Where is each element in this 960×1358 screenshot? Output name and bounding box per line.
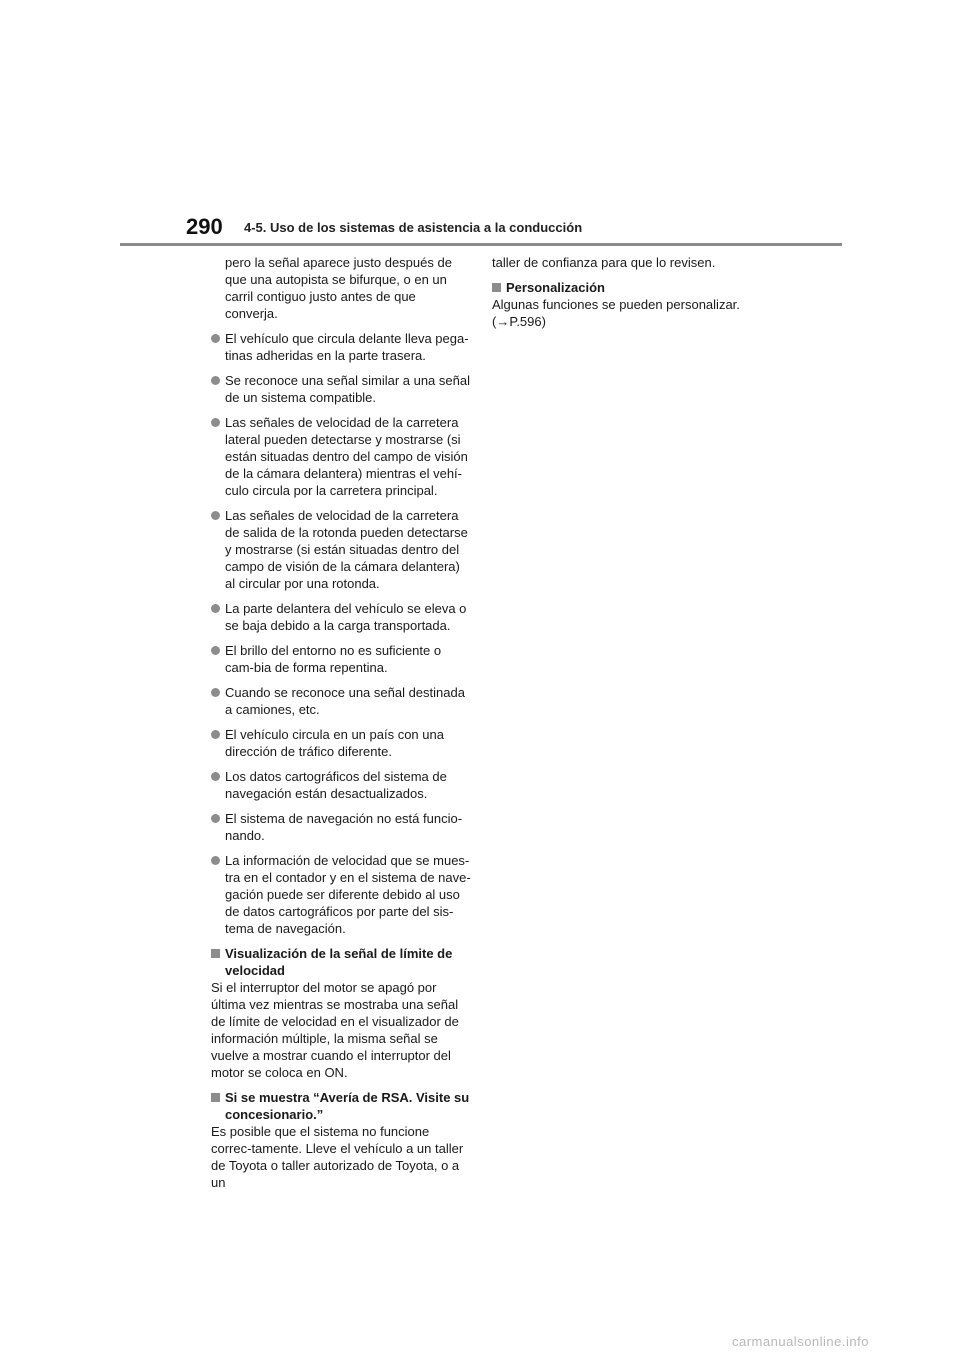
page-reference-link[interactable]: (→P.596) (492, 314, 546, 329)
bullet-text: El vehículo circula en un país con una dirección de tráfico diferente. (225, 727, 444, 759)
bullet-item (211, 330, 471, 364)
section-body-rsa-fault: Es posible que el sistema no funcione correc-tamente. Lleve el vehículo a un taller de Toyota o taller autorizado de Toyota, o a un (211, 1124, 464, 1190)
section-title: 4-5. Uso de los sistemas de asistencia a la conducción (244, 220, 583, 235)
header-rule (120, 243, 842, 246)
bullet-item (211, 414, 471, 499)
bullet-icon (211, 604, 220, 613)
bullet-icon (211, 511, 220, 520)
continuation-text: pero la señal aparece justo después de que una autopista se bifurque, o en un carril contiguo justo antes de que converja. (225, 255, 452, 321)
bullet-icon (211, 334, 220, 343)
bullet-text: Se reconoce una señal similar a una señal de un sistema compatible. (225, 373, 470, 405)
bullet-icon (211, 814, 220, 823)
bullet-icon (211, 730, 220, 739)
bullet-item (211, 372, 471, 406)
heading-text: Visualización de la señal de límite de velocidad (225, 946, 453, 978)
section-body-personalization: Algunas funciones se pueden personalizar. (492, 297, 740, 312)
page-number: 290 (186, 214, 223, 239)
bullet-text: El brillo del entorno no es suficiente o cam-bia de forma repentina. (225, 643, 442, 675)
bullet-icon (211, 646, 220, 655)
bullet-item (211, 810, 471, 844)
bullet-item (211, 684, 471, 718)
square-bullet-icon (211, 949, 220, 958)
bullet-item (211, 726, 471, 760)
bullet-icon (211, 376, 220, 385)
watermark-text: carmanualsonline.info (732, 1334, 869, 1349)
bullet-icon (211, 418, 220, 427)
bullet-text: El sistema de navegación no está funcio-nando. (225, 811, 463, 843)
bullet-text: Los datos cartográficos del sistema de navegación están desactualizados. (225, 769, 447, 801)
bullet-text: La información de velocidad que se mues-tra en el contador y en el sistema de nave-gación puede ser diferente debido al uso de datos cartográficos por parte del sis-tema de navegación. (225, 853, 471, 936)
bullet-text: Las señales de velocidad de la carretera lateral pueden detectarse y mostrarse (si están situadas dentro del campo de visión de la cámara delantera) mientras el vehí-culo circula por la carretera principal. (225, 415, 468, 498)
square-bullet-icon (492, 283, 501, 292)
section-body-speed-sign: Si el interruptor del motor se apagó por última vez mientras se mostraba una señal de límite de velocidad en el visualizador de información múltiple, la misma señal se vuelve a mostrar cuando el interruptor del motor se coloca en ON. (211, 980, 459, 1080)
right-column (492, 254, 752, 338)
bullet-item (211, 507, 471, 592)
square-bullet-icon (211, 1093, 220, 1102)
bullet-item (211, 642, 471, 676)
bullet-icon (211, 856, 220, 865)
continuation-text: taller de confianza para que lo revisen. (492, 255, 716, 270)
section-heading-rsa-fault (211, 1089, 471, 1123)
section-heading-personalization (492, 279, 752, 296)
heading-text: Personalización (506, 280, 605, 295)
section-heading-speed-sign (211, 945, 471, 979)
left-column (211, 254, 471, 1199)
bullet-item (211, 852, 471, 937)
bullet-text: Cuando se reconoce una señal destinada a camiones, etc. (225, 685, 465, 717)
heading-text: Si se muestra “Avería de RSA. Visite su concesionario.” (225, 1090, 470, 1122)
bullet-item (211, 600, 471, 634)
bullet-text: La parte delantera del vehículo se eleva o se baja debido a la carga transportada. (225, 601, 467, 633)
bullet-item (211, 768, 471, 802)
bullet-icon (211, 772, 220, 781)
bullet-text: Las señales de velocidad de la carretera de salida de la rotonda pueden detectarse y mostrarse (si están situadas dentro del campo de visión de la cámara delantera) al circular por una rotonda. (225, 508, 468, 591)
bullet-text: El vehículo que circula delante lleva pega-tinas adheridas en la parte trasera. (225, 331, 469, 363)
bullet-icon (211, 688, 220, 697)
